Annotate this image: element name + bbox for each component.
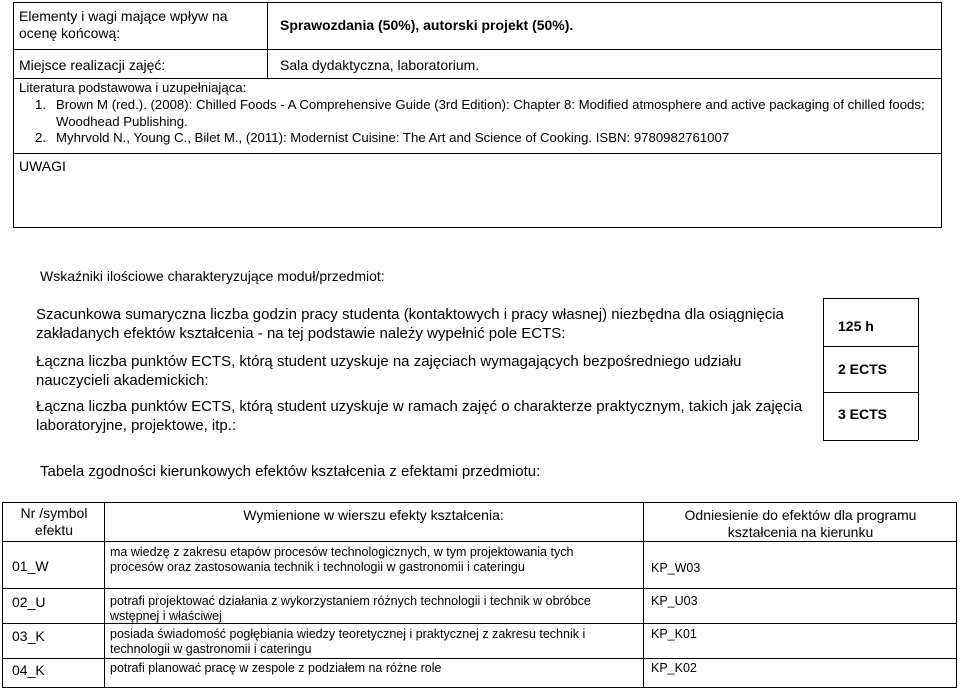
effects-header-description: Wymienione w wierszu efekty kształcenia: <box>243 507 504 523</box>
effect-description: posiada świadomość pogłębiania wiedzy teoretycznej i praktycznej z zakresu technik i technologii w gastronomii i cateringu <box>110 627 586 656</box>
effect-symbol: 04_K <box>12 662 45 678</box>
effects-col-divider <box>104 502 105 688</box>
effects-row-divider <box>2 658 957 659</box>
top-table-row-divider <box>13 78 942 79</box>
effect-reference: KP_U03 <box>651 594 698 608</box>
workload-row-divider <box>823 392 918 393</box>
workload-right-edge <box>918 298 919 440</box>
effects-header-symbol: Nr /symbol efektu <box>20 505 88 538</box>
literature-item-2: Myhrvold N., Young C., Bilet M., (2011): Modernist Cuisine: The Art and Science of Cooking. ISBN: 9780982761007 <box>56 130 730 145</box>
effect-reference: KP_K02 <box>651 661 697 675</box>
workload-hours-text: Szacunkowa sumaryczna liczba godzin pracy studenta (kontaktowych i pracy własnej) niezbędna dla osiągnięcia zakładanych efektów kształcenia - na tej podstawie należy wypełnić pole ECTS: <box>36 306 784 342</box>
effects-header-divider <box>2 541 957 542</box>
remarks-label: UWAGI <box>19 158 66 174</box>
workload-ects-practical-value: 3 ECTS <box>838 406 888 422</box>
effect-description: potrafi projektować działania z wykorzystaniem różnych technologii i technik w obróbce wstępnej i właściwej <box>110 594 591 623</box>
workload-hours-value: 125 h <box>838 318 874 334</box>
literature-num-2: 2. <box>35 130 46 145</box>
workload-bottom-border <box>823 440 918 441</box>
effects-col-divider <box>643 502 644 688</box>
effects-header-reference: Odniesienie do efektów dla programu kształcenia na kierunku <box>684 507 917 540</box>
location-value: Sala dydaktyczna, laboratorium. <box>280 57 480 73</box>
workload-ects-contact-value: 2 ECTS <box>838 361 888 377</box>
workload-row-divider <box>823 346 918 347</box>
effect-symbol: 03_K <box>12 628 45 644</box>
location-label: Miejsce realizacji zajęć: <box>19 57 166 73</box>
assessment-label: Elementy i wagi mające wpływ na ocenę końcową: <box>19 8 228 41</box>
top-table-row-divider <box>13 153 942 154</box>
workload-heading: Wskaźniki ilościowe charakteryzujące moduł/przedmiot: <box>40 268 385 284</box>
effects-heading: Tabela zgodności kierunkowych efektów kształcenia z efektami przedmiotu: <box>40 463 541 480</box>
top-table-divider <box>267 2 268 78</box>
workload-ects-contact-text: Łączna liczba punktów ECTS, którą student uzyskuje na zajęciach wymagających bezpośredniego udziału nauczycieli akademickich: <box>36 353 742 389</box>
literature-num-1: 1. <box>35 97 46 112</box>
workload-top-border <box>823 298 918 299</box>
effects-row-divider <box>2 588 957 589</box>
effect-description: potrafi planować pracę w zespole z podziałem na różne role <box>110 661 442 675</box>
effect-symbol: 01_W <box>12 558 49 574</box>
workload-ects-practical-text: Łączna liczba punktów ECTS, którą student uzyskuje w ramach zajęć o charakterze praktycznym, takich jak zajęcia laboratoryjne, projektowe, itp.: <box>36 398 803 434</box>
top-table-row-divider <box>13 49 942 50</box>
effect-reference: KP_W03 <box>651 561 701 575</box>
effect-symbol: 02_U <box>12 594 46 610</box>
effect-description: ma wiedzę z zakresu etapów procesów technologicznych, w tym projektowania tych procesów oraz zastosowania technik i technologii w gastronomii i cateringu <box>110 545 574 574</box>
literature-heading: Literatura podstawowa i uzupełniająca: <box>19 80 247 95</box>
effect-reference: KP_K01 <box>651 627 697 641</box>
literature-item-1: Brown M (red.). (2008): Chilled Foods - A Comprehensive Guide (3rd Edition): Chapter 8: Modified atmosphere and active packaging of chilled foods; Woodhead Publishing. <box>56 97 925 129</box>
assessment-value: Sprawozdania (50%), autorski projekt (50%). <box>280 17 574 33</box>
workload-divider <box>823 298 824 440</box>
